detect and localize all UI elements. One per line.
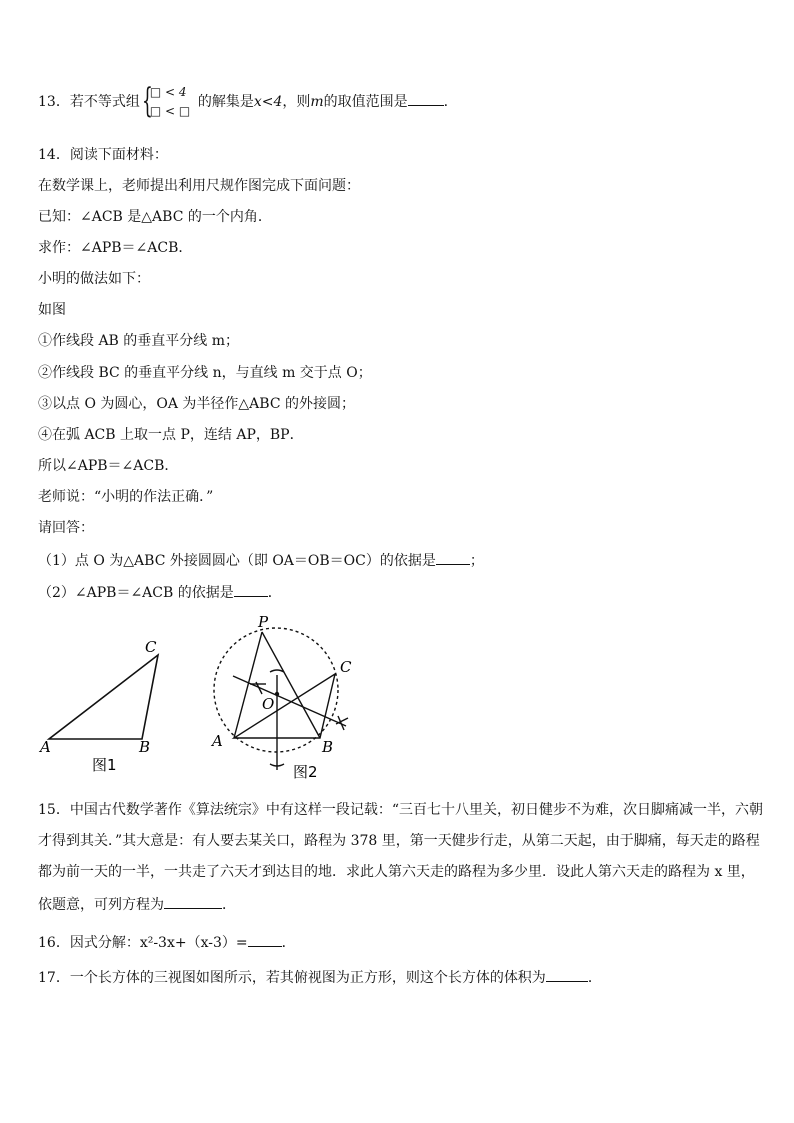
- q14-line-11: 所以∠APB＝∠ACB．: [38, 458, 179, 474]
- q13-prefix: 13．若不等式组: [38, 94, 140, 110]
- q15-line-3: 都为前一天的一半，一共走了六天才到达目的地．求此人第六天走的路程为多少里．设此人第六天走的路程为 x 里，: [38, 864, 755, 880]
- q14-line-8: ②作线段 BC 的垂直平分线 n，与直线 m 交于点 O；: [38, 365, 372, 381]
- q13-tail2: 的取值范围是: [323, 94, 408, 110]
- question-17: [38, 967, 602, 987]
- q14-line-13: 请回答：: [38, 520, 94, 536]
- q13-end: .: [443, 94, 449, 110]
- center-point-o: [275, 692, 279, 696]
- q14-part-1-end: ；: [469, 553, 484, 569]
- q14-line-10: ④在弧 ACB 上取一点 P，连结 AP，BP．: [38, 427, 304, 443]
- segment-bp: [262, 632, 320, 738]
- figure-1: [49, 655, 158, 739]
- answer-blank[interactable]: [248, 932, 282, 947]
- fig1-point-b: B: [139, 738, 151, 756]
- fig1-point-c: C: [145, 638, 157, 656]
- q15-line-2: 才得到其关．”其大意是：有人要去某关口，路程为 378 里，第一天健步行走，从第二天起，由于脚痛，每天走的路程: [38, 833, 760, 849]
- q17-text: 17．一个长方体的三视图如图所示，若其俯视图为正方形，则这个长方体的体积为: [38, 970, 546, 986]
- q16-end: ．: [281, 935, 296, 951]
- q15-line-4-end: ．: [222, 897, 236, 913]
- answer-blank[interactable]: [164, 894, 222, 909]
- circumcircle: [214, 628, 338, 752]
- fig2-point-p: P: [258, 613, 269, 631]
- fig2-label: 图2: [293, 763, 318, 781]
- fig2-point-o: O: [262, 695, 275, 713]
- q13-variable: m: [310, 94, 324, 110]
- q14-line-1: 14．阅读下面材料：: [38, 147, 168, 163]
- answer-blank[interactable]: [546, 967, 588, 982]
- q14-line-6: 如图: [38, 302, 66, 318]
- q14-line-12: 老师说：“小明的作法正确．”: [38, 489, 214, 505]
- q14-part-2-end: ．: [267, 585, 282, 601]
- fig2-point-c: C: [340, 658, 352, 676]
- fig2-point-a: A: [212, 732, 223, 750]
- arc-mark: [270, 670, 284, 672]
- fig1-label: 图1: [92, 756, 117, 774]
- q15-line-4: [38, 894, 236, 914]
- q13-suffix: 的解集是: [197, 94, 254, 110]
- q14-line-4: 求作：∠APB＝∠ACB．: [38, 240, 193, 256]
- q13-condition: x<4: [253, 94, 283, 110]
- q14-line-7: ①作线段 AB 的垂直平分线 m；: [38, 333, 240, 349]
- brace-icon: {: [141, 81, 153, 121]
- fig2-point-b: B: [322, 738, 334, 756]
- arc-mark: [336, 718, 348, 724]
- q14-part-1-text: （1）点 O 为△ABC 外接圆圆心（即 OA＝OB＝OC）的依据是: [38, 553, 436, 569]
- q14-line-5: 小明的做法如下：: [38, 271, 150, 287]
- q13-tail: ，则: [282, 94, 311, 110]
- q15-line-1: 15．中国古代数学著作《算法统宗》中有这样一段记载：“三百七十八里关，初日健步不为难，次日脚痛减一半，六朝: [38, 802, 763, 818]
- inequality-row-2: □ < □: [149, 104, 191, 118]
- q15-line-4-text: 依题意，可列方程为: [38, 897, 164, 913]
- q14-line-9: ③以点 O 为圆心，OA 为半径作△ABC 的外接圆；: [38, 396, 356, 412]
- inequality-row-1: □ < 4: [149, 85, 187, 99]
- q17-end: ．: [587, 970, 602, 986]
- fig1-point-a: A: [40, 738, 51, 756]
- q14-line-2: 在数学课上，老师提出利用尺规作图完成下面问题：: [38, 178, 360, 194]
- question-16: [38, 932, 296, 952]
- q14-part-2-text: （2）∠APB＝∠ACB 的依据是: [38, 585, 234, 601]
- triangle-abc: [49, 655, 158, 739]
- q16-text: 16．因式分解：x²-3x+（x-3）=: [38, 935, 248, 951]
- q14-line-3: 已知：∠ACB 是△ABC 的一个内角．: [38, 209, 272, 225]
